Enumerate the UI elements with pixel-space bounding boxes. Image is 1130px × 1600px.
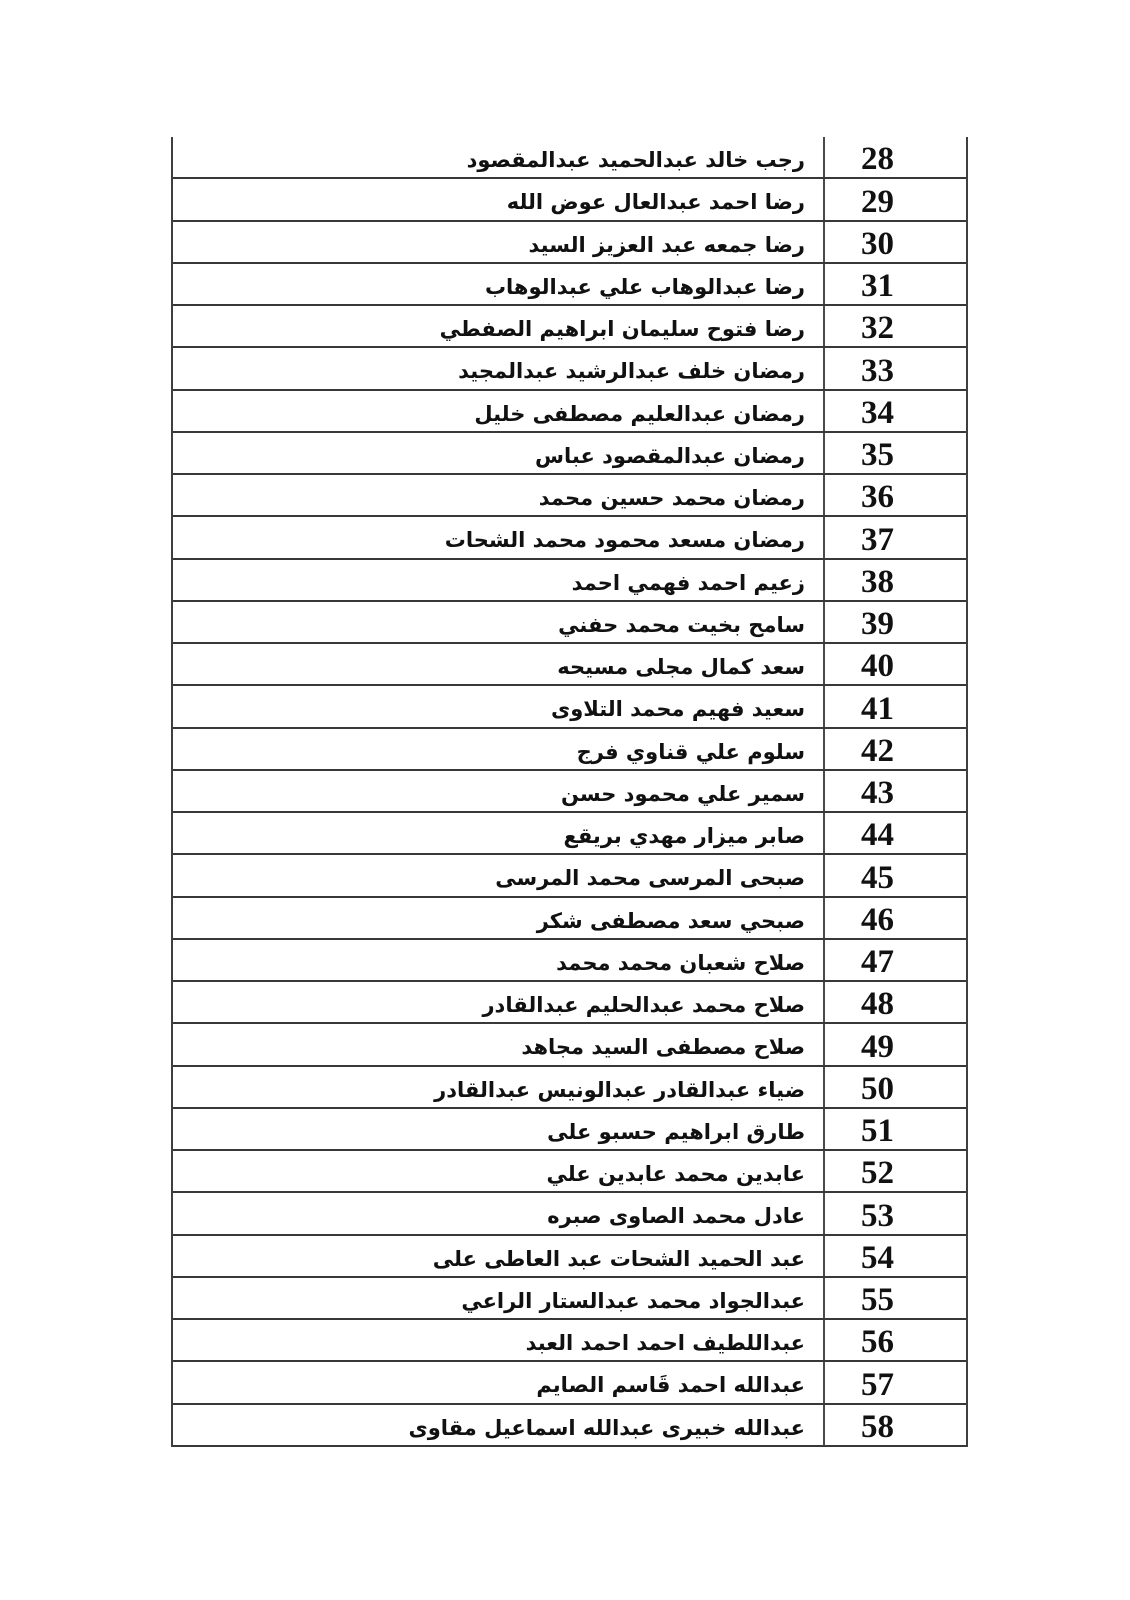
table-row bbox=[173, 222, 966, 264]
table-row bbox=[173, 771, 966, 813]
number-cell: 45 bbox=[823, 855, 966, 895]
table-row bbox=[173, 602, 966, 644]
name-cell: ضياء عبدالقادر عبدالونيس عبدالقادر bbox=[434, 1077, 805, 1102]
number-cell: 48 bbox=[823, 982, 966, 1022]
name-cell: صلاح مصطفى السيد مجاهد bbox=[521, 1035, 805, 1060]
table-row bbox=[173, 391, 966, 433]
name-cell: عبد الحميد الشحات عبد العاطى على bbox=[432, 1246, 805, 1271]
number-cell: 46 bbox=[823, 898, 966, 938]
table-row bbox=[173, 264, 966, 306]
number-cell: 47 bbox=[823, 940, 966, 980]
number-cell: 51 bbox=[823, 1109, 966, 1149]
name-cell: رمضان محمد حسين محمد bbox=[538, 486, 805, 511]
table-row bbox=[173, 1236, 966, 1278]
table-row bbox=[173, 1320, 966, 1362]
number-cell: 55 bbox=[823, 1278, 966, 1318]
name-cell: رمضان مسعد محمود محمد الشحات bbox=[444, 528, 805, 553]
name-cell: صلاح محمد عبدالحليم عبدالقادر bbox=[482, 993, 805, 1018]
table-row bbox=[173, 137, 966, 179]
table-row bbox=[173, 306, 966, 348]
table-row bbox=[173, 1193, 966, 1235]
table-row bbox=[173, 517, 966, 559]
number-cell: 52 bbox=[823, 1151, 966, 1191]
number-cell: 37 bbox=[823, 517, 966, 557]
name-cell: سمير علي محمود حسن bbox=[560, 781, 805, 806]
number-cell: 33 bbox=[823, 348, 966, 388]
number-cell: 32 bbox=[823, 306, 966, 346]
number-cell: 54 bbox=[823, 1236, 966, 1276]
name-cell: صبحى المرسى محمد المرسى bbox=[495, 866, 805, 891]
name-cell: رمضان خلف عبدالرشيد عبدالمجيد bbox=[458, 359, 805, 384]
table-row bbox=[173, 560, 966, 602]
name-cell: رضا جمعه عبد العزيز السيد bbox=[528, 232, 805, 257]
number-cell: 31 bbox=[823, 264, 966, 304]
table-row bbox=[173, 1151, 966, 1193]
name-cell: سلوم علي قناوي فرج bbox=[576, 739, 805, 764]
number-cell: 36 bbox=[823, 475, 966, 515]
number-cell: 56 bbox=[823, 1320, 966, 1360]
number-cell: 43 bbox=[823, 771, 966, 811]
table-row bbox=[173, 1024, 966, 1066]
number-cell: 42 bbox=[823, 729, 966, 769]
name-cell: زعيم احمد فهمي احمد bbox=[571, 570, 805, 595]
table-row bbox=[173, 982, 966, 1024]
number-cell: 28 bbox=[823, 137, 966, 177]
name-cell: طارق ابراهيم حسبو على bbox=[547, 1119, 805, 1144]
number-cell: 53 bbox=[823, 1193, 966, 1233]
table-row bbox=[173, 348, 966, 390]
name-cell: سعيد فهيم محمد التلاوى bbox=[550, 697, 805, 722]
table-row bbox=[173, 898, 966, 940]
table-row bbox=[173, 1109, 966, 1151]
table-row bbox=[173, 1278, 966, 1320]
number-cell: 35 bbox=[823, 433, 966, 473]
name-cell: رجب خالد عبدالحميد عبدالمقصود bbox=[466, 148, 805, 173]
name-cell: عبدالله احمد قَاسم الصايم bbox=[536, 1373, 805, 1398]
name-cell: سامح بخيت محمد حفني bbox=[558, 612, 805, 637]
number-cell: 49 bbox=[823, 1024, 966, 1064]
number-cell: 50 bbox=[823, 1067, 966, 1107]
table-row bbox=[173, 475, 966, 517]
name-cell: عبدالجواد محمد عبدالستار الراعي bbox=[461, 1288, 805, 1313]
name-cell: سعد كمال مجلى مسيحه bbox=[557, 655, 805, 680]
name-cell: رضا فتوح سليمان ابراهيم الصفطي bbox=[439, 317, 805, 342]
table-row bbox=[173, 1405, 966, 1447]
number-cell: 39 bbox=[823, 602, 966, 642]
name-cell: صلاح شعبان محمد محمد bbox=[556, 950, 805, 975]
table-row bbox=[173, 1067, 966, 1109]
number-cell: 58 bbox=[823, 1405, 966, 1445]
number-cell: 41 bbox=[823, 686, 966, 726]
table-row bbox=[173, 729, 966, 771]
table-row bbox=[173, 644, 966, 686]
table-row bbox=[173, 940, 966, 982]
table-row bbox=[173, 179, 966, 221]
table-row bbox=[173, 1362, 966, 1404]
number-cell: 34 bbox=[823, 391, 966, 431]
name-cell: عادل محمد الصاوى صبره bbox=[547, 1204, 805, 1229]
table-row bbox=[173, 686, 966, 728]
names-table bbox=[171, 137, 968, 1447]
number-cell: 29 bbox=[823, 179, 966, 219]
name-cell: رمضان عبدالمقصود عباس bbox=[535, 443, 805, 468]
name-cell: رضا عبدالوهاب علي عبدالوهاب bbox=[484, 274, 805, 299]
name-cell: صابر ميزار مهدي بريقع bbox=[563, 824, 805, 849]
table-row bbox=[173, 813, 966, 855]
number-cell: 38 bbox=[823, 560, 966, 600]
name-cell: عبداللطيف احمد احمد العبد bbox=[525, 1331, 805, 1356]
number-cell: 40 bbox=[823, 644, 966, 684]
name-cell: عابدين محمد عابدين علي bbox=[546, 1162, 805, 1187]
number-cell: 57 bbox=[823, 1362, 966, 1402]
table-row bbox=[173, 855, 966, 897]
name-cell: رمضان عبدالعليم مصطفى خليل bbox=[474, 401, 805, 426]
name-cell: صبحي سعد مصطفى شكر bbox=[536, 908, 805, 933]
name-cell: رضا احمد عبدالعال عوض الله bbox=[506, 190, 805, 215]
number-cell: 44 bbox=[823, 813, 966, 853]
name-cell: عبدالله خبيرى عبدالله اسماعيل مقاوى bbox=[408, 1415, 805, 1440]
number-cell: 30 bbox=[823, 222, 966, 262]
table-row bbox=[173, 433, 966, 475]
